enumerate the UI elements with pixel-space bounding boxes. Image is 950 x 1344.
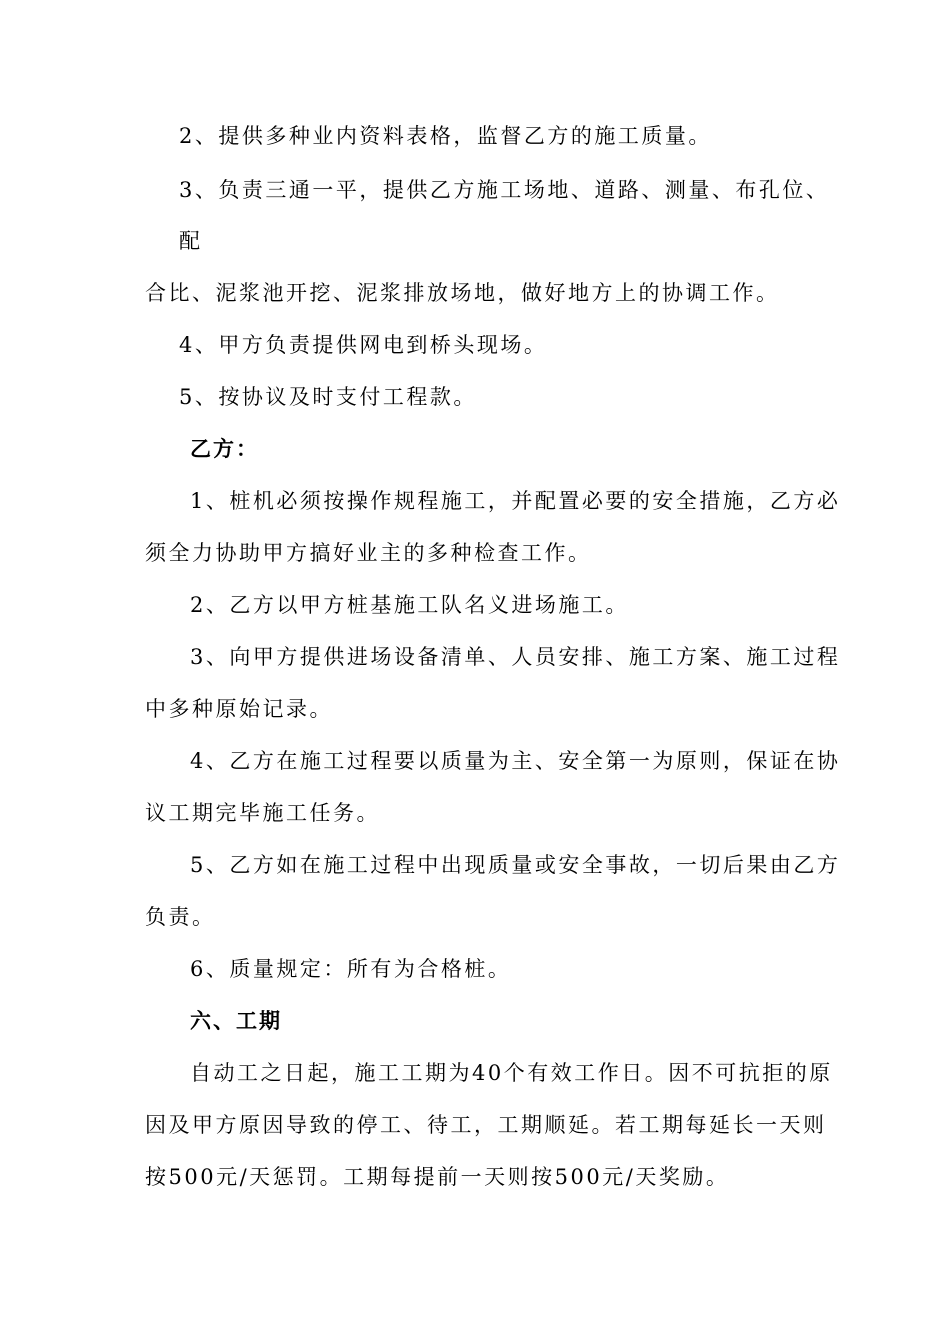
paragraph-party-b-item-2: 2、乙方以甲方桩基施工队名义进场施工。	[190, 593, 629, 617]
paragraph-party-b-item-4-cont: 议工期完毕施工任务。	[145, 801, 380, 825]
paragraph-party-a-item-3-wrap: 配	[179, 229, 203, 253]
paragraph-party-b-item-5-cont: 负责。	[145, 905, 216, 929]
heading-section-six-duration: 六、工期	[190, 1008, 282, 1033]
paragraph-duration-line-1: 自动工之日起，施工工期为40个有效工作日。因不可抗拒的原	[190, 1061, 833, 1085]
paragraph-party-a-item-2: 2、提供多种业内资料表格，监督乙方的施工质量。	[179, 124, 712, 148]
paragraph-duration-line-2: 因及甲方原因导致的停工、待工，工期顺延。若工期每延长一天则	[145, 1113, 827, 1137]
paragraph-party-a-item-3: 3、负责三通一平，提供乙方施工场地、道路、测量、布孔位、	[179, 178, 830, 202]
paragraph-party-a-item-4: 4、甲方负责提供网电到桥头现场。	[179, 333, 548, 357]
paragraph-party-b-item-5: 5、乙方如在施工过程中出现质量或安全事故，一切后果由乙方	[190, 853, 841, 877]
paragraph-party-b-item-1-cont: 须全力协助甲方搞好业主的多种检查工作。	[145, 541, 592, 565]
paragraph-party-a-item-3-cont: 合比、泥浆池开挖、泥浆排放场地，做好地方上的协调工作。	[145, 281, 780, 305]
heading-party-b: 乙方：	[190, 436, 259, 461]
paragraph-party-b-item-4: 4、乙方在施工过程要以质量为主、安全第一为原则，保证在协	[190, 749, 841, 773]
paragraph-duration-line-3: 按500元/天惩罚。工期每提前一天则按500元/天奖励。	[145, 1165, 730, 1189]
paragraph-party-a-item-5: 5、按协议及时支付工程款。	[179, 385, 477, 409]
paragraph-party-b-item-3: 3、向甲方提供进场设备清单、人员安排、施工方案、施工过程	[190, 645, 841, 669]
paragraph-party-b-item-3-cont: 中多种原始记录。	[145, 697, 333, 721]
paragraph-party-b-item-1: 1、桩机必须按操作规程施工，并配置必要的安全措施，乙方必	[190, 489, 841, 513]
paragraph-party-b-item-6: 6、质量规定：所有为合格桩。	[190, 957, 512, 981]
